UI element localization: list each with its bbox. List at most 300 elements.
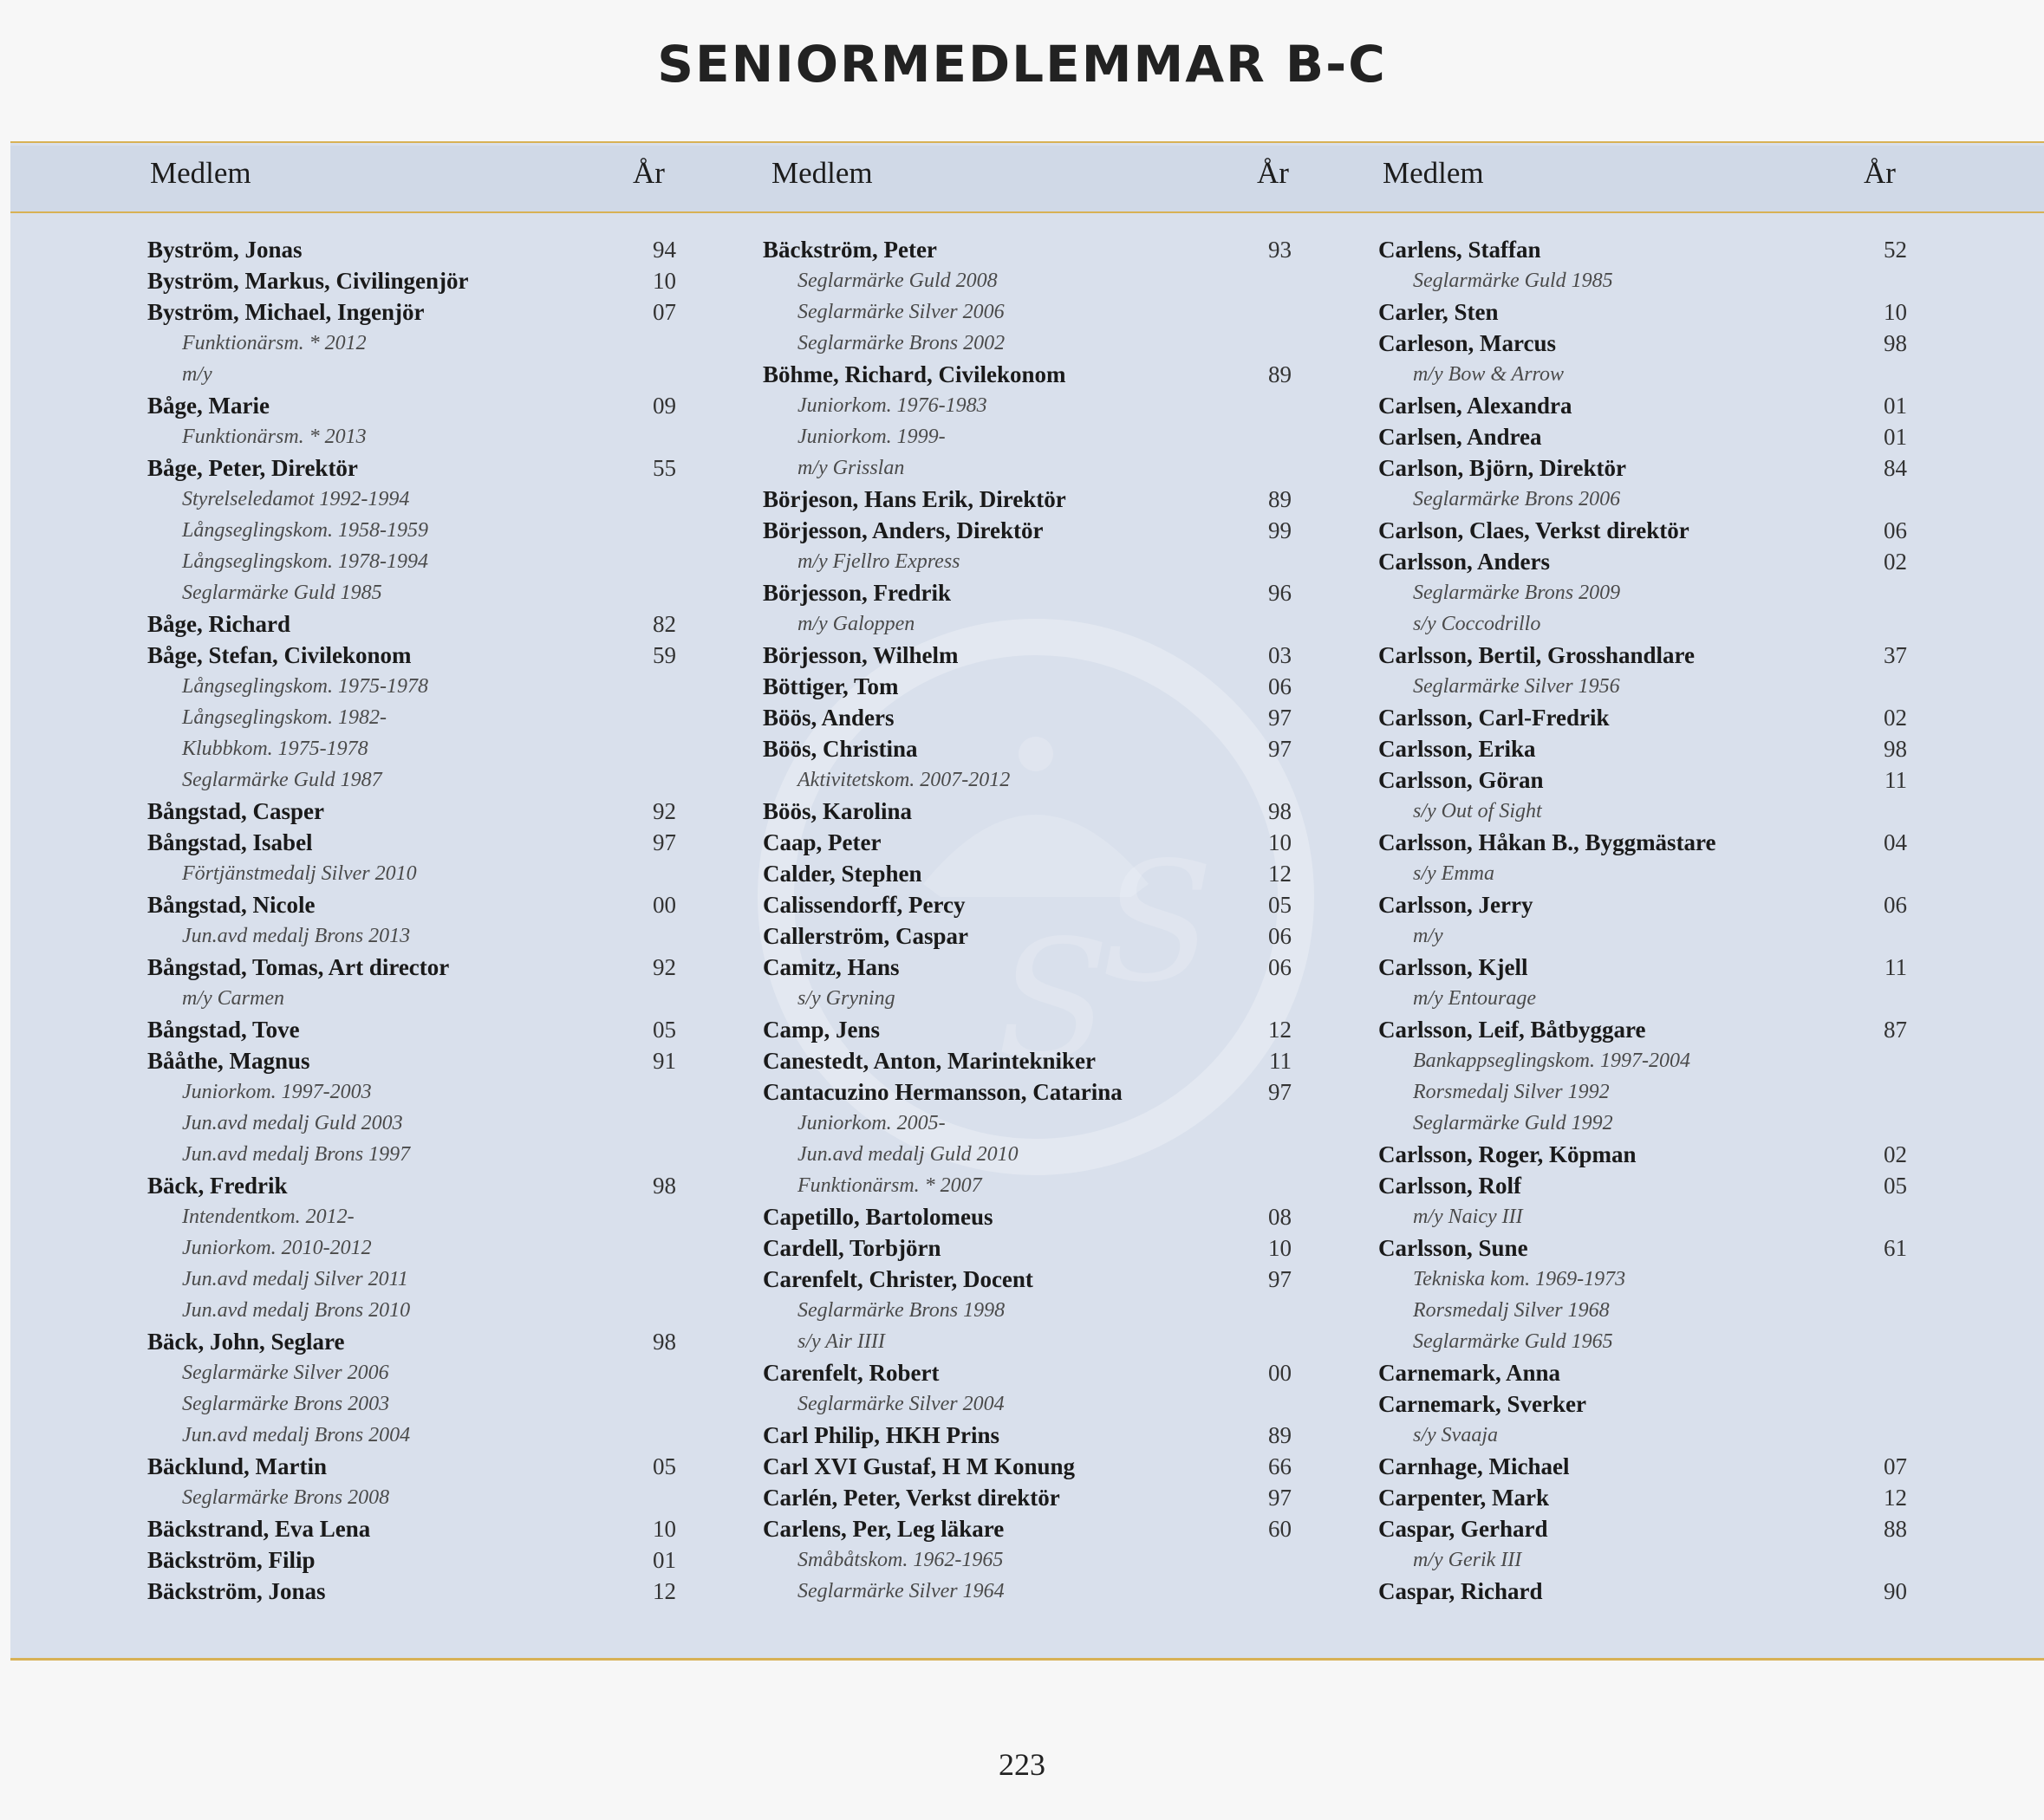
member-row	[1378, 452, 1907, 484]
member-name: Carlsson, Leif, Båtbyggare	[1378, 1017, 1646, 1043]
member-detail: Juniorkom. 2010-2012	[182, 1237, 372, 1259]
member-name: Börjesson, Wilhelm	[763, 642, 959, 668]
member-row	[147, 1513, 676, 1544]
member-year: 06	[1268, 673, 1292, 699]
member-name: Bångstad, Isabel	[147, 829, 313, 855]
member-row	[763, 1420, 1292, 1451]
member-year: 99	[1268, 517, 1292, 543]
member-row	[147, 640, 676, 671]
member-row	[763, 577, 1292, 608]
member-detail: Seglarmärke Silver 1964	[797, 1580, 1005, 1602]
member-detail-row	[1378, 484, 1864, 515]
member-name: Calder, Stephen	[763, 861, 922, 887]
member-detail-row	[763, 265, 1248, 296]
member-name: Camp, Jens	[763, 1017, 881, 1043]
member-detail: Långseglingskom. 1982-	[182, 706, 387, 729]
member-row	[1378, 421, 1907, 452]
member-detail: Rorsmedalj Silver 1992	[1413, 1081, 1610, 1103]
member-detail-row	[147, 421, 633, 452]
member-detail-row	[763, 328, 1248, 359]
member-name: Byström, Markus, Civilingenjör	[147, 268, 469, 294]
member-row	[147, 1045, 676, 1076]
member-row	[763, 1076, 1292, 1108]
member-detail: m/y	[1413, 925, 1443, 947]
member-row	[763, 1201, 1292, 1232]
column-header-member-3: Medlem	[1383, 156, 1484, 190]
member-detail-row	[147, 1420, 633, 1451]
member-detail-row	[763, 546, 1248, 577]
member-row	[1378, 1482, 1907, 1513]
member-name: Bäckstrand, Eva Lena	[147, 1516, 371, 1542]
member-row	[147, 1170, 676, 1201]
member-detail: Seglarmärke Guld 1965	[1413, 1330, 1613, 1353]
member-row	[147, 827, 676, 858]
member-detail-row	[763, 452, 1248, 484]
member-year: 93	[1268, 237, 1292, 263]
member-detail: m/y Carmen	[182, 987, 284, 1010]
member-row	[147, 1576, 676, 1607]
member-detail: m/y Galoppen	[797, 613, 915, 635]
member-detail-row	[763, 1139, 1248, 1170]
member-row	[763, 1482, 1292, 1513]
member-name: Carlsen, Alexandra	[1378, 393, 1572, 419]
member-row	[1378, 1139, 1907, 1170]
member-detail: Jun.avd medalj Guld 2003	[182, 1112, 403, 1134]
member-detail: Seglarmärke Silver 2004	[797, 1393, 1005, 1415]
member-name: Bångstad, Nicole	[147, 892, 316, 918]
member-detail-row	[147, 671, 633, 702]
member-detail: Funktionärsm. * 2007	[797, 1174, 982, 1197]
member-detail: Seglarmärke Guld 2008	[797, 270, 998, 292]
member-detail: Juniorkom. 1999-	[797, 426, 946, 448]
member-detail: Juniorkom. 2005-	[797, 1112, 946, 1134]
member-detail: Juniorkom. 1976-1983	[797, 394, 987, 417]
member-detail: Förtjänstmedalj Silver 2010	[182, 862, 417, 885]
member-year: 66	[1268, 1453, 1292, 1479]
member-name: Bångstad, Tomas, Art director	[147, 954, 450, 980]
member-row	[147, 608, 676, 640]
member-row	[763, 484, 1292, 515]
member-year: 61	[1884, 1235, 1907, 1261]
member-detail-row	[147, 733, 633, 764]
table-header	[10, 146, 2044, 211]
member-year: 05	[653, 1453, 676, 1479]
column-header-year-1: År	[633, 156, 665, 190]
member-detail: Jun.avd medalj Silver 2011	[182, 1268, 408, 1290]
member-detail-row	[1378, 577, 1864, 608]
member-year: 98	[1884, 736, 1907, 762]
member-name: Carlsson, Rolf	[1378, 1173, 1522, 1199]
member-row	[1378, 1513, 1907, 1544]
member-row	[1378, 515, 1907, 546]
member-row	[1378, 234, 1907, 265]
member-year: 05	[1268, 892, 1292, 918]
member-name: Bäcklund, Martin	[147, 1453, 328, 1479]
member-year: 10	[1268, 829, 1292, 855]
member-row	[1378, 733, 1907, 764]
member-detail-row	[147, 702, 633, 733]
member-detail-row	[147, 1264, 633, 1295]
member-year: 00	[1268, 1360, 1292, 1386]
member-detail: Seglarmärke Brons 2002	[797, 332, 1006, 354]
member-detail-row	[763, 764, 1248, 796]
member-year: 89	[1268, 486, 1292, 512]
member-year: 97	[1268, 1485, 1292, 1511]
member-year: 89	[1268, 1422, 1292, 1448]
member-name: Carpenter, Mark	[1378, 1485, 1549, 1511]
member-detail: Intendentkom. 2012-	[182, 1206, 355, 1228]
page-title: SENIORMEDLEMMAR B-C	[657, 35, 1387, 94]
column-header-member-2: Medlem	[771, 156, 873, 190]
member-row	[147, 1014, 676, 1045]
member-row	[147, 1326, 676, 1357]
member-year: 06	[1884, 892, 1907, 918]
member-row	[147, 234, 676, 265]
member-name: Carlsson, Bertil, Grosshandlare	[1378, 642, 1696, 668]
member-detail-row	[147, 1201, 633, 1232]
member-year: 98	[1268, 798, 1292, 824]
member-column-2	[763, 234, 1292, 1607]
member-row	[763, 1045, 1292, 1076]
member-detail: m/y Gerik III	[1413, 1549, 1522, 1571]
member-name: Bååthe, Magnus	[147, 1048, 310, 1074]
member-detail: Långseglingskom. 1958-1959	[182, 519, 428, 542]
member-year: 12	[1268, 1017, 1292, 1043]
member-year: 03	[1268, 642, 1292, 668]
member-year: 90	[1884, 1578, 1907, 1604]
member-name: Carl Philip, HKH Prins	[763, 1422, 1000, 1448]
member-name: Carlsson, Jerry	[1378, 892, 1533, 918]
member-detail: Långseglingskom. 1978-1994	[182, 550, 428, 573]
member-detail-row	[1378, 1326, 1864, 1357]
member-year: 02	[1884, 705, 1907, 731]
member-name: Callerström, Caspar	[763, 923, 968, 949]
member-year: 06	[1268, 954, 1292, 980]
member-detail-row	[1378, 359, 1864, 390]
member-row	[1378, 1576, 1907, 1607]
member-detail-row	[763, 421, 1248, 452]
member-row	[147, 889, 676, 920]
member-detail: s/y Out of Sight	[1413, 800, 1542, 822]
member-name: Carlens, Staffan	[1378, 237, 1541, 263]
member-year: 94	[653, 237, 676, 263]
member-name: Bäckström, Jonas	[147, 1578, 326, 1604]
member-detail: m/y	[182, 363, 212, 386]
member-detail-row	[147, 484, 633, 515]
member-name: Carlsen, Andrea	[1378, 424, 1542, 450]
member-name: Carenfelt, Christer, Docent	[763, 1266, 1033, 1292]
member-name: Cardell, Torbjörn	[763, 1235, 941, 1261]
member-year: 12	[653, 1578, 676, 1604]
member-detail-row	[147, 328, 633, 359]
member-name: Böhme, Richard, Civilekonom	[763, 361, 1066, 387]
member-detail: Aktivitetskom. 2007-2012	[797, 769, 1011, 791]
member-name: Carnhage, Michael	[1378, 1453, 1570, 1479]
member-detail: Seglarmärke Guld 1992	[1413, 1112, 1613, 1134]
member-detail: Jun.avd medalj Brons 2010	[182, 1299, 411, 1322]
member-detail-row	[1378, 1076, 1864, 1108]
member-detail-row	[1378, 1201, 1864, 1232]
member-row	[763, 1232, 1292, 1264]
member-column-3	[1378, 234, 1907, 1607]
member-name: Carlsson, Sune	[1378, 1235, 1528, 1261]
member-column-1	[147, 234, 676, 1607]
member-year: 07	[1884, 1453, 1907, 1479]
member-year: 97	[653, 829, 676, 855]
member-detail-row	[763, 1326, 1248, 1357]
member-detail-row	[147, 1482, 633, 1513]
member-name: Carlson, Björn, Direktör	[1378, 455, 1626, 481]
member-detail-row	[147, 546, 633, 577]
member-year: 96	[1268, 580, 1292, 606]
member-year: 12	[1268, 861, 1292, 887]
member-year: 10	[653, 268, 676, 294]
member-row	[1378, 546, 1907, 577]
member-name: Carnemark, Sverker	[1378, 1391, 1586, 1417]
member-year: 10	[1268, 1235, 1292, 1261]
member-year: 92	[653, 798, 676, 824]
member-row	[1378, 1232, 1907, 1264]
member-detail-row	[147, 1108, 633, 1139]
member-name: Bäckström, Peter	[763, 237, 937, 263]
member-detail-row	[1378, 1045, 1864, 1076]
member-row	[147, 452, 676, 484]
member-detail-row	[1378, 608, 1864, 640]
member-name: Båge, Richard	[147, 611, 290, 637]
member-row	[763, 889, 1292, 920]
member-name: Camitz, Hans	[763, 954, 900, 980]
member-name: Carenfelt, Robert	[763, 1360, 940, 1386]
member-row	[1378, 952, 1907, 983]
member-row	[147, 265, 676, 296]
member-year: 97	[1268, 736, 1292, 762]
member-year: 01	[1884, 424, 1907, 450]
member-detail: Seglarmärke Silver 2006	[182, 1362, 389, 1384]
member-row	[1378, 1170, 1907, 1201]
member-year: 12	[1884, 1485, 1907, 1511]
member-row	[763, 1357, 1292, 1388]
member-detail-row	[763, 1388, 1248, 1420]
column-header-year-2: År	[1257, 156, 1289, 190]
member-row	[147, 390, 676, 421]
member-row	[147, 952, 676, 983]
member-year: 08	[1268, 1204, 1292, 1230]
member-row	[763, 733, 1292, 764]
member-year: 87	[1884, 1017, 1907, 1043]
member-row	[147, 1451, 676, 1482]
member-detail: Seglarmärke Guld 1987	[182, 769, 382, 791]
member-detail-row	[1378, 1108, 1864, 1139]
member-name: Carlsson, Anders	[1378, 549, 1551, 575]
member-row	[763, 515, 1292, 546]
member-year: 01	[1884, 393, 1907, 419]
member-row	[1378, 1014, 1907, 1045]
member-detail-row	[1378, 796, 1864, 827]
member-year: 59	[653, 642, 676, 668]
bottom-divider	[10, 1658, 2044, 1661]
member-year: 02	[1884, 1141, 1907, 1167]
member-detail: Långseglingskom. 1975-1978	[182, 675, 428, 698]
member-name: Bångstad, Casper	[147, 798, 325, 824]
header-divider	[10, 211, 2044, 213]
member-detail-row	[763, 983, 1248, 1014]
member-name: Böös, Karolina	[763, 798, 913, 824]
member-name: Carlsson, Carl-Fredrik	[1378, 705, 1610, 731]
member-detail-row	[1378, 858, 1864, 889]
member-name: Carleson, Marcus	[1378, 330, 1556, 356]
member-year: 11	[1269, 1048, 1292, 1074]
member-name: Carnemark, Anna	[1378, 1360, 1561, 1386]
member-year: 01	[653, 1547, 676, 1573]
member-detail: Jun.avd medalj Brons 2004	[182, 1424, 411, 1446]
member-row	[763, 827, 1292, 858]
member-detail: s/y Gryning	[797, 987, 895, 1010]
member-year: 88	[1884, 1516, 1907, 1542]
member-detail: Funktionärsm. * 2013	[182, 426, 367, 448]
member-name: Byström, Jonas	[147, 237, 303, 263]
member-row	[1378, 764, 1907, 796]
member-detail: Bankappseglingskom. 1997-2004	[1413, 1050, 1690, 1072]
member-name: Båge, Marie	[147, 393, 270, 419]
member-detail-row	[147, 1295, 633, 1326]
member-row	[1378, 1451, 1907, 1482]
member-name: Böös, Anders	[763, 705, 895, 731]
member-row	[1378, 328, 1907, 359]
member-detail-row	[1378, 920, 1864, 952]
member-name: Carlsson, Håkan B., Byggmästare	[1378, 829, 1716, 855]
member-year: 06	[1884, 517, 1907, 543]
member-detail-row	[147, 858, 633, 889]
member-year: 92	[653, 954, 676, 980]
member-year: 11	[1885, 767, 1907, 793]
member-detail-row	[147, 1076, 633, 1108]
member-detail: m/y Naicy III	[1413, 1206, 1523, 1228]
member-detail: Seglarmärke Brons 2008	[182, 1486, 390, 1509]
member-year: 97	[1268, 1266, 1292, 1292]
member-name: Carler, Sten	[1378, 299, 1499, 325]
member-name: Börjesson, Fredrik	[763, 580, 951, 606]
member-year: 82	[653, 611, 676, 637]
member-row	[1378, 889, 1907, 920]
member-row	[147, 1544, 676, 1576]
member-row	[1378, 1357, 1864, 1388]
member-year: 91	[653, 1048, 676, 1074]
member-detail-row	[763, 296, 1248, 328]
member-detail-row	[147, 515, 633, 546]
member-year: 10	[1884, 299, 1907, 325]
member-detail: m/y Fjellro Express	[797, 550, 960, 573]
member-name: Canestedt, Anton, Marintekniker	[763, 1048, 1096, 1074]
member-name: Bäckström, Filip	[147, 1547, 316, 1573]
member-detail: Seglarmärke Brons 2006	[1413, 488, 1621, 510]
member-name: Båge, Peter, Direktör	[147, 455, 358, 481]
member-name: Carlén, Peter, Verkst direktör	[763, 1485, 1060, 1511]
member-detail-row	[1378, 983, 1864, 1014]
member-detail-row	[763, 1295, 1248, 1326]
member-detail-row	[147, 577, 633, 608]
column-header-member-1: Medlem	[150, 156, 251, 190]
member-detail: Jun.avd medalj Guld 2010	[797, 1143, 1019, 1166]
member-detail: Seglarmärke Silver 2006	[797, 301, 1005, 323]
member-detail-row	[1378, 265, 1864, 296]
member-year: 55	[653, 455, 676, 481]
member-detail: m/y Grisslan	[797, 457, 905, 479]
member-year: 10	[653, 1516, 676, 1542]
member-detail: s/y Emma	[1413, 862, 1494, 885]
member-row	[763, 952, 1292, 983]
member-name: Börjesson, Anders, Direktör	[763, 517, 1044, 543]
member-detail: s/y Svaaja	[1413, 1424, 1498, 1446]
member-name: Bäck, John, Seglare	[147, 1329, 345, 1355]
member-row	[147, 796, 676, 827]
member-detail-row	[763, 1544, 1248, 1576]
page-number: 223	[999, 1747, 1045, 1782]
member-detail-row	[1378, 1420, 1864, 1451]
member-year: 98	[1884, 330, 1907, 356]
member-detail: s/y Air IIII	[797, 1330, 885, 1353]
member-name: Carlsson, Erika	[1378, 736, 1536, 762]
member-detail-row	[147, 1357, 633, 1388]
member-row	[763, 920, 1292, 952]
column-header-year-3: År	[1864, 156, 1896, 190]
member-year: 07	[653, 299, 676, 325]
member-detail: Seglarmärke Brons 2003	[182, 1393, 390, 1415]
member-detail: m/y Entourage	[1413, 987, 1536, 1010]
member-detail: Småbåtskom. 1962-1965	[797, 1549, 1004, 1571]
member-detail-row	[763, 1576, 1248, 1607]
member-name: Båge, Stefan, Civilekonom	[147, 642, 412, 668]
member-name: Carlsson, Roger, Köpman	[1378, 1141, 1637, 1167]
member-detail-row	[763, 390, 1248, 421]
member-detail: Seglarmärke Silver 1956	[1413, 675, 1620, 698]
member-detail-row	[763, 608, 1248, 640]
member-detail-row	[1378, 671, 1864, 702]
member-detail: Klubbkom. 1975-1978	[182, 738, 368, 760]
member-year: 05	[653, 1017, 676, 1043]
member-row	[1378, 702, 1907, 733]
member-name: Carlsson, Göran	[1378, 767, 1544, 793]
member-year: 37	[1884, 642, 1907, 668]
member-name: Bångstad, Tove	[147, 1017, 300, 1043]
member-year: 97	[1268, 705, 1292, 731]
member-row	[763, 359, 1292, 390]
member-row	[763, 1014, 1292, 1045]
member-row	[1378, 827, 1907, 858]
member-row	[763, 858, 1292, 889]
member-detail-row	[147, 1232, 633, 1264]
member-name: Böttiger, Tom	[763, 673, 899, 699]
member-year: 98	[653, 1173, 676, 1199]
member-detail: Styrelseledamot 1992-1994	[182, 488, 410, 510]
member-detail-row	[763, 1170, 1248, 1201]
member-detail: Tekniska kom. 1969-1973	[1413, 1268, 1626, 1290]
member-name: Böös, Christina	[763, 736, 918, 762]
member-name: Carlsson, Kjell	[1378, 954, 1528, 980]
member-row	[1378, 296, 1907, 328]
member-row	[763, 640, 1292, 671]
member-year: 00	[653, 892, 676, 918]
member-detail-row	[1378, 1544, 1864, 1576]
member-detail: Juniorkom. 1997-2003	[182, 1081, 372, 1103]
member-name: Capetillo, Bartolomeus	[763, 1204, 993, 1230]
member-detail-row	[147, 1388, 633, 1420]
member-row	[763, 671, 1292, 702]
member-name: Cantacuzino Hermansson, Catarina	[763, 1079, 1123, 1105]
member-row	[763, 796, 1292, 827]
member-year: 11	[1885, 954, 1907, 980]
member-detail-row	[147, 764, 633, 796]
member-year: 05	[1884, 1173, 1907, 1199]
